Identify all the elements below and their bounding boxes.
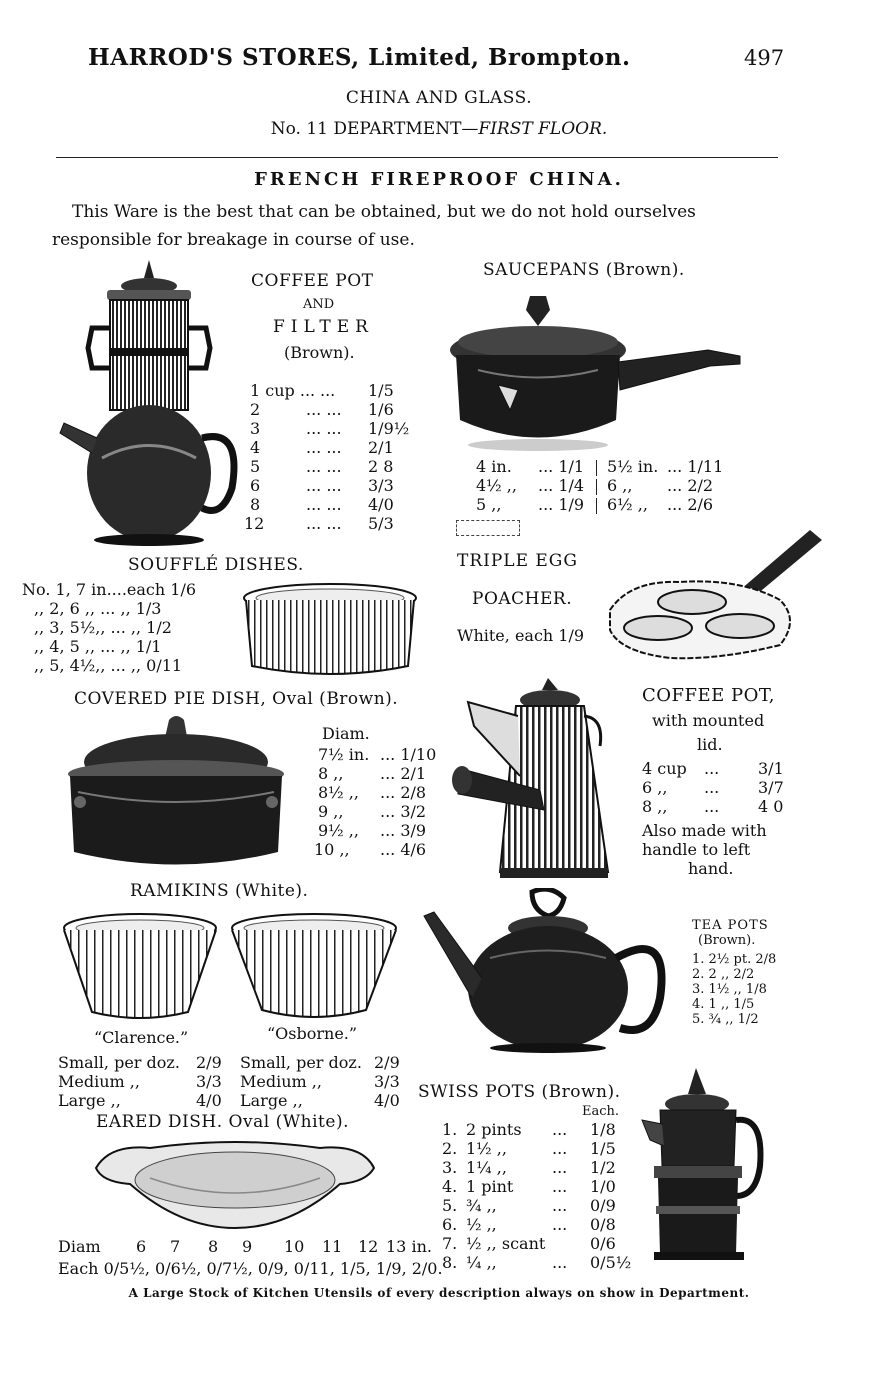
size-cell: 4 cup	[642, 759, 687, 778]
size-cell: 4½ ,,	[476, 476, 517, 495]
size-cell: ½ ,,	[466, 1215, 497, 1234]
size-cell: 6	[136, 1237, 147, 1256]
ramikin-osborne-prices	[240, 1053, 400, 1110]
swiss-pots-each: Each.	[582, 1104, 620, 1119]
dots-cell: ...	[552, 1139, 568, 1158]
price-cell: 1/5	[590, 1139, 616, 1158]
size-cell: 10 ,,	[314, 840, 350, 859]
price-cell: 0/9	[590, 1196, 616, 1215]
size-cell: 6 ,,	[607, 476, 633, 495]
price-row: ,, 2, 6 ,, ... ,, 1/3	[34, 599, 162, 618]
no-cell: 3.	[442, 1158, 458, 1177]
price-cell: 4/0	[368, 495, 394, 514]
dots-cell: ... ...	[306, 457, 342, 476]
price-row	[244, 514, 409, 533]
ramikin-clarence-label: “Clarence.”	[94, 1028, 189, 1047]
coffee-lid-subtitle-2: lid.	[697, 735, 723, 754]
tea-pots-subtitle: (Brown).	[698, 933, 756, 948]
store-header: HARROD'S STORES, Limited, Brompton.	[88, 44, 631, 71]
size-cell: 1¼ ,,	[466, 1158, 507, 1177]
swiss-pots-price-list	[442, 1120, 631, 1272]
price-cell: 0/5½, 0/6½, 0/7½, 0/9, 0/11, 1/5, 1/9, 2/0.	[103, 1259, 443, 1278]
no-cell: 8.	[442, 1253, 458, 1272]
dots-cell: ...	[552, 1158, 568, 1177]
size-cell: 1 pint	[466, 1177, 514, 1196]
price-row	[318, 745, 436, 764]
printers-mark	[456, 520, 520, 536]
size-cell: ¾ ,,	[466, 1196, 497, 1215]
size-cell: 10	[284, 1237, 305, 1256]
price-row: 5. ¾ ,, 1/2	[692, 1012, 759, 1027]
price-cell: ... 4/6	[380, 840, 427, 859]
size-cell: 1½ ,,	[466, 1139, 507, 1158]
dots-cell: ...	[704, 797, 720, 816]
price-cell: 3/1	[758, 759, 784, 778]
intro-line-1: This Ware is the best that can be obtained, but we do not hold ourselves	[72, 202, 696, 222]
dots-cell: ... ...	[306, 400, 342, 419]
saucepans-title: SAUCEPANS (Brown).	[483, 260, 685, 280]
ramikin-clarence-illustration	[62, 912, 222, 1022]
size-cell: 2	[250, 400, 261, 419]
price-cell: 2/1	[368, 438, 394, 457]
size-cell: 5	[250, 457, 261, 476]
size-cell: 5½ in.	[607, 457, 659, 476]
no-cell: 6.	[442, 1215, 458, 1234]
price-cell: 1/2	[590, 1158, 616, 1177]
ramikins-title: RAMIKINS (White).	[130, 881, 309, 901]
size-cell: 6 ,,	[642, 778, 668, 797]
price-cell: 2 8	[368, 457, 394, 476]
price-cell: 1/8	[590, 1120, 616, 1139]
size-cell: 3	[250, 419, 261, 438]
size-cell: Small, per doz.	[58, 1053, 180, 1072]
price-cell: 1/0	[590, 1177, 616, 1196]
price-row	[58, 1072, 222, 1091]
price-row	[318, 802, 436, 821]
price-cell: 2/9	[374, 1053, 400, 1072]
price-row	[476, 495, 723, 514]
price-row: ,, 4, 5 ,, ... ,, 1/1	[34, 637, 162, 656]
souffle-dish-illustration	[242, 582, 422, 678]
coffee-lid-price-list	[642, 759, 784, 816]
size-cell: 6½ ,,	[607, 495, 648, 514]
saucepan-illustration	[448, 290, 744, 455]
size-cell: 2 pints	[466, 1120, 522, 1139]
price-row	[642, 797, 784, 816]
price-row	[250, 381, 409, 400]
souffle-title: SOUFFLÉ DISHES.	[128, 555, 304, 575]
price-cell: 0/8	[590, 1215, 616, 1234]
price-cell: 1/9½	[368, 419, 410, 438]
price-row	[250, 438, 409, 457]
pie-dish-diam-label: Diam.	[322, 724, 370, 743]
size-cell: 9	[242, 1237, 253, 1256]
price-row: 3. 1½ ,, 1/8	[692, 982, 767, 997]
dots-cell: ... ...	[306, 514, 342, 533]
egg-poacher-title: TRIPLE EGG	[457, 551, 578, 571]
size-cell: ½ ,, scant	[466, 1234, 546, 1253]
price-row	[318, 764, 436, 783]
size-cell: 5 ,,	[476, 495, 502, 514]
size-cell: 7½ in.	[318, 745, 370, 764]
price-row	[250, 400, 409, 419]
price-cell: ... 1/4	[538, 476, 585, 495]
size-cell: 1 cup ...	[250, 381, 316, 400]
column-divider	[596, 498, 603, 514]
size-cell: 8 ,,	[318, 764, 344, 783]
dots-cell: ... ...	[306, 476, 342, 495]
saucepans-price-list	[476, 457, 723, 514]
price-row	[442, 1120, 631, 1139]
ramikin-osborne-illustration	[230, 912, 400, 1022]
dots-cell: ...	[552, 1215, 568, 1234]
dots-cell: ...	[552, 1177, 568, 1196]
size-cell: 11	[322, 1237, 343, 1256]
dots-cell: ...	[552, 1196, 568, 1215]
size-cell: Large ,,	[58, 1091, 121, 1110]
swiss-pots-title: SWISS POTS (Brown).	[418, 1082, 621, 1102]
price-cell: 4/0	[196, 1091, 222, 1110]
dots-cell: ...	[552, 1253, 568, 1272]
price-row	[314, 840, 436, 859]
tea-pots-price-list	[692, 952, 776, 1027]
footer-note: A Large Stock of Kitchen Utensils of every description always on show in Department.	[128, 1286, 750, 1300]
size-cell: Medium ,,	[240, 1072, 322, 1091]
price-row: 4. 1 ,, 1/5	[692, 997, 755, 1012]
egg-poacher-illustration	[600, 520, 830, 670]
price-cell: ... 2/2	[667, 476, 714, 495]
price-row	[250, 476, 409, 495]
size-cell: 6	[250, 476, 261, 495]
each-label: Each	[58, 1259, 99, 1278]
price-row	[442, 1177, 631, 1196]
egg-poacher-title-2: POACHER.	[472, 589, 573, 609]
size-cell: 7	[170, 1237, 181, 1256]
size-cell: ¼ ,,	[466, 1253, 497, 1272]
dots-cell: ...	[552, 1120, 568, 1139]
price-row: 2. 2 ,, 2/2	[692, 967, 755, 982]
tea-pots-title: TEA POTS	[692, 918, 769, 933]
page-number: 497	[744, 46, 785, 70]
column-divider	[596, 479, 603, 495]
no-cell: 4.	[442, 1177, 458, 1196]
price-row	[442, 1196, 631, 1215]
size-cell: 8	[208, 1237, 219, 1256]
no-cell: 2.	[442, 1139, 458, 1158]
ramikin-clarence-prices	[58, 1053, 222, 1110]
price-cell: ... 1/11	[667, 457, 724, 476]
price-row	[58, 1091, 222, 1110]
dots-cell: ... ...	[306, 495, 342, 514]
coffee-lid-subtitle: with mounted	[652, 711, 765, 730]
price-row	[240, 1091, 400, 1110]
eared-dish-prices	[58, 1259, 443, 1278]
swiss-pot-illustration	[640, 1066, 770, 1266]
size-cell: Large ,,	[240, 1091, 303, 1110]
size-cell: 8 ,,	[642, 797, 668, 816]
price-cell: ... 3/2	[380, 802, 427, 821]
price-row	[240, 1072, 400, 1091]
price-row	[442, 1215, 631, 1234]
no-cell: 1.	[442, 1120, 458, 1139]
egg-poacher-price: White, each 1/9	[457, 626, 585, 645]
coffee-lid-note-2: handle to left	[642, 840, 751, 859]
coffee-filter-subtitle: (Brown).	[284, 343, 355, 362]
dots-cell: ...	[320, 381, 336, 400]
tea-pot-illustration	[420, 888, 680, 1058]
price-row: No. 1, 7 in....each 1/6	[22, 580, 197, 599]
price-row	[240, 1053, 400, 1072]
price-row	[476, 476, 723, 495]
size-cell: 8½ ,,	[318, 783, 359, 802]
department-heading	[0, 119, 878, 139]
pie-dish-price-list	[314, 745, 437, 859]
price-row	[642, 759, 784, 778]
price-cell: 0/6	[590, 1234, 616, 1253]
price-cell: ... 3/9	[380, 821, 427, 840]
price-cell: ... 2/6	[667, 495, 714, 514]
column-divider	[596, 460, 603, 476]
category-heading: CHINA AND GLASS.	[345, 88, 533, 108]
souffle-price-list	[22, 580, 196, 675]
dots-cell: ...	[704, 778, 720, 797]
eared-dish-illustration	[90, 1138, 380, 1232]
price-cell: ... 2/1	[380, 764, 427, 783]
price-row	[318, 821, 436, 840]
price-cell: 1/6	[368, 400, 394, 419]
size-cell: Small, per doz.	[240, 1053, 362, 1072]
price-cell: 3/3	[368, 476, 394, 495]
price-row: ,, 5, 4½,, ... ,, 0/11	[34, 656, 183, 675]
price-cell: 3/3	[374, 1072, 400, 1091]
ramikin-osborne-label: “Osborne.”	[267, 1024, 358, 1043]
dots-cell: ... ...	[306, 438, 342, 457]
size-cell: 4	[250, 438, 261, 457]
size-cell: 9½ ,,	[318, 821, 359, 840]
no-cell: 7.	[442, 1234, 458, 1253]
header-rule	[56, 157, 778, 158]
eared-dish-title: EARED DISH. Oval (White).	[96, 1112, 349, 1132]
pie-dish-illustration	[64, 712, 304, 872]
size-cell: 12	[244, 514, 265, 533]
no-cell: 5.	[442, 1196, 458, 1215]
coffee-filter-price-list	[244, 381, 410, 533]
price-row	[58, 1053, 222, 1072]
size-cell: 12	[358, 1237, 379, 1256]
price-cell: 4 0	[758, 797, 784, 816]
price-row	[476, 457, 723, 476]
price-cell: 1/5	[368, 381, 394, 400]
coffee-lid-note: Also made with	[642, 821, 767, 840]
coffee-filter-and: AND	[303, 297, 335, 312]
price-cell: 2/9	[196, 1053, 222, 1072]
price-row	[442, 1234, 631, 1253]
pie-dish-title: COVERED PIE DISH, Oval (Brown).	[74, 689, 399, 709]
size-cell: Medium ,,	[58, 1072, 140, 1091]
price-row	[442, 1158, 631, 1177]
price-row	[318, 783, 436, 802]
coffee-pot-filter-illustration	[52, 258, 252, 548]
dots-cell: ... ...	[306, 419, 342, 438]
price-row	[250, 419, 409, 438]
size-cell: 4 in.	[476, 457, 512, 476]
price-row	[442, 1253, 631, 1272]
coffee-pot-lid-illustration	[448, 676, 618, 882]
price-row	[250, 495, 409, 514]
section-title: FRENCH FIREPROOF CHINA.	[254, 169, 624, 190]
coffee-lid-note-3: hand.	[688, 859, 734, 878]
department-label: No. 11 DEPARTMENT—	[270, 119, 479, 139]
size-cell: 13 in.	[386, 1237, 432, 1256]
price-row: ,, 3, 5½,, ... ,, 1/2	[34, 618, 172, 637]
price-row: 1. 2½ pt. 2/8	[692, 952, 777, 967]
price-cell: 0/5½	[590, 1253, 632, 1272]
price-row	[442, 1139, 631, 1158]
price-cell: ... 1/10	[380, 745, 437, 764]
eared-dish-sizes	[58, 1237, 432, 1256]
coffee-filter-title-2: FILTER	[273, 317, 374, 337]
size-cell: 9 ,,	[318, 802, 344, 821]
price-cell: 3/7	[758, 778, 784, 797]
price-row	[642, 778, 784, 797]
coffee-filter-title: COFFEE POT	[251, 271, 374, 291]
price-cell: 4/0	[374, 1091, 400, 1110]
diam-label: Diam	[58, 1237, 101, 1256]
price-cell: 3/3	[196, 1072, 222, 1091]
intro-line-2: responsible for breakage in course of use.	[52, 230, 415, 250]
price-cell: ... 1/9	[538, 495, 585, 514]
price-cell: ... 1/1	[538, 457, 585, 476]
price-row	[250, 457, 409, 476]
price-cell: 5/3	[368, 514, 394, 533]
price-cell: ... 2/8	[380, 783, 427, 802]
floor-label: FIRST FLOOR.	[478, 119, 608, 139]
dots-cell: ...	[704, 759, 720, 778]
coffee-lid-title: COFFEE POT,	[642, 685, 775, 706]
size-cell: 8	[250, 495, 261, 514]
